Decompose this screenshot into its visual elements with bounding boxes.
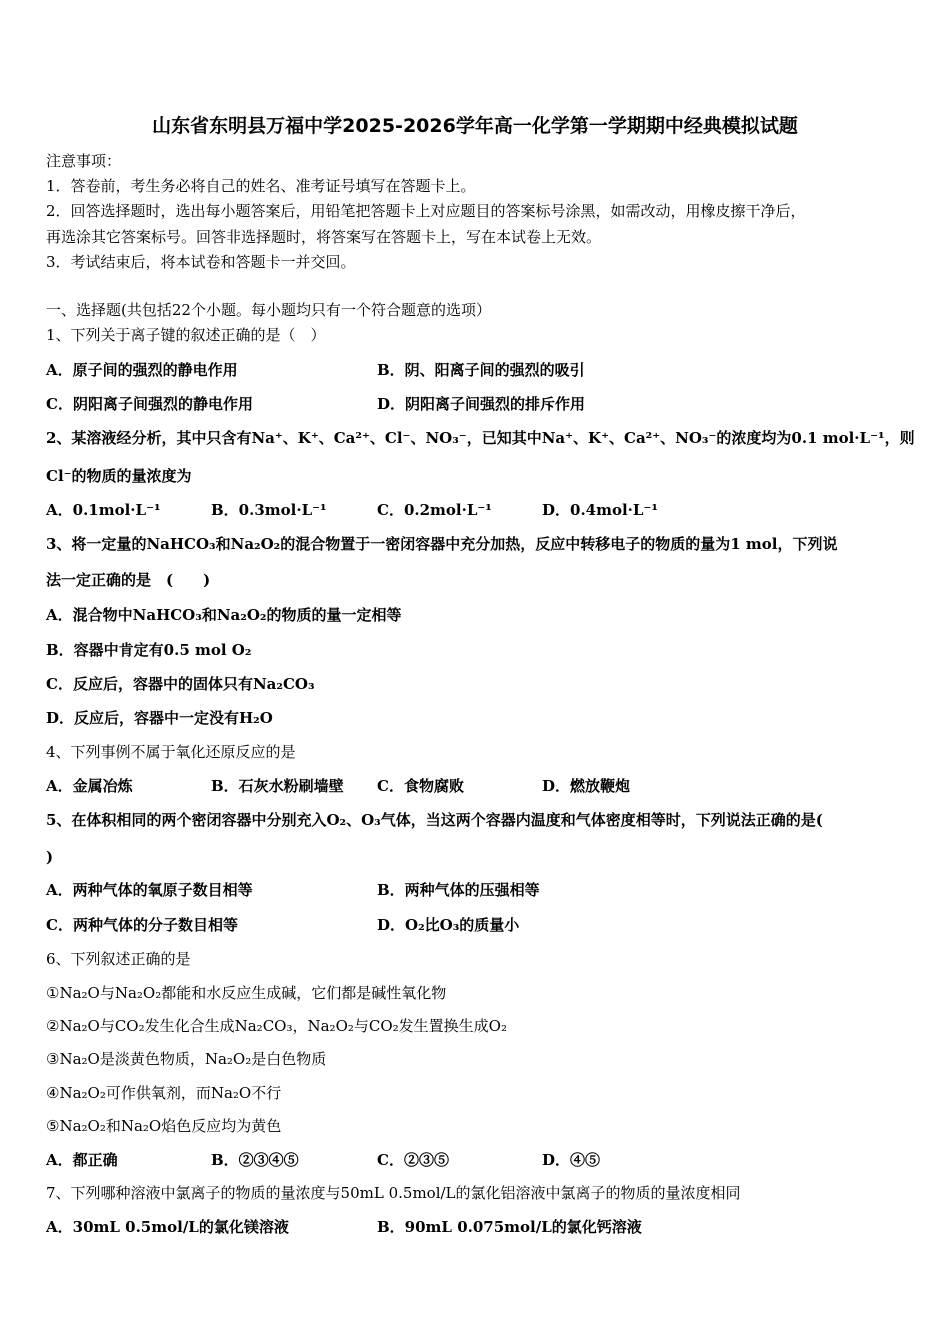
option: D．反应后，容器中一定没有H₂O — [46, 709, 273, 727]
question-stem: 4、下列事例不属于氧化还原反应的是 — [46, 743, 296, 761]
notice-item: 再选涂其它答案标号。回答非选择题时，将答案写在答题卡上，写在本试卷上无效。 — [46, 228, 602, 246]
page-title: 山东省东明县万福中学2025-2026学年高一化学第一学期期中经典模拟试题 — [152, 115, 798, 137]
notice-item: 3．考试结束后，将本试卷和答题卡一并交回。 — [46, 253, 356, 271]
option: D．④⑤ — [542, 1151, 601, 1169]
option: C．0.2mol·L⁻¹ — [377, 501, 492, 519]
option: D．0.4mol·L⁻¹ — [542, 501, 658, 519]
option: A．都正确 — [46, 1151, 118, 1169]
option: B．阴、阳离子间的强烈的吸引 — [377, 361, 585, 379]
option: B．容器中肯定有0.5 mol O₂ — [46, 641, 252, 659]
notice-item: 2．回答选择题时，选出每小题答案后，用铅笔把答题卡上对应题目的答案标号涂黑，如需改动，用橡皮擦干净后， — [46, 202, 806, 220]
question-stem: 7、下列哪种溶液中氯离子的物质的量浓度与50mL 0.5mol/L的氯化铝溶液中氯离子的物质的量浓度相同 — [46, 1184, 741, 1202]
option: A．两种气体的氧原子数目相等 — [46, 881, 253, 899]
option: B．90mL 0.075mol/L的氯化钙溶液 — [377, 1218, 642, 1236]
option: C．两种气体的分子数目相等 — [46, 916, 238, 934]
option: A．混合物中NaHCO₃和Na₂O₂的物质的量一定相等 — [46, 606, 402, 624]
option: B．石灰水粉刷墙壁 — [211, 777, 344, 795]
question-stem: Cl⁻的物质的量浓度为 — [46, 467, 192, 485]
option: D．阴阳离子间强烈的排斥作用 — [377, 395, 586, 413]
statement: ②Na₂O与CO₂发生化合生成Na₂CO₃，Na₂O₂与CO₂发生置换生成O₂ — [46, 1017, 507, 1035]
notice-heading: 注意事项： — [46, 152, 122, 170]
option: A．原子间的强烈的静电作用 — [46, 361, 238, 379]
statement: ③Na₂O是淡黄色物质，Na₂O₂是白色物质 — [46, 1050, 327, 1068]
option: C．阴阳离子间强烈的静电作用 — [46, 395, 253, 413]
statement: ④Na₂O₂可作供氧剂，而Na₂O不行 — [46, 1084, 282, 1102]
question-stem: 5、在体积相同的两个密闭容器中分别充入O₂、O₃气体，当这两个容器内温度和气体密度相等时，下列说法正确的是( — [46, 811, 823, 829]
question-stem: 法一定正确的是 ( ) — [46, 571, 211, 589]
section-heading: 一、选择题(共包括22个小题。每小题均只有一个符合题意的选项） — [46, 301, 491, 319]
question-stem: ) — [46, 848, 54, 866]
question-stem: 1、下列关于离子键的叙述正确的是（ ） — [46, 326, 326, 344]
option: B．②③④⑤ — [211, 1151, 299, 1169]
option: A．金属冶炼 — [46, 777, 133, 795]
option: A．0.1mol·L⁻¹ — [46, 501, 161, 519]
option: B．0.3mol·L⁻¹ — [211, 501, 327, 519]
notice-item: 1．答卷前，考生务必将自己的姓名、准考证号填写在答题卡上。 — [46, 177, 476, 195]
question-stem: 3、将一定量的NaHCO₃和Na₂O₂的混合物置于一密闭容器中充分加热，反应中转移电子的物质的量为1 mol，下列说 — [46, 535, 838, 553]
option: C．②③⑤ — [377, 1151, 449, 1169]
option: D．O₂比O₃的质量小 — [377, 916, 520, 934]
statement: ①Na₂O与Na₂O₂都能和水反应生成碱，它们都是碱性氧化物 — [46, 984, 447, 1002]
option: D．燃放鞭炮 — [542, 777, 631, 795]
question-stem: 2、某溶液经分析，其中只含有Na⁺、K⁺、Ca²⁺、Cl⁻、NO₃⁻，已知其中Na⁺、K⁺、Ca²⁺、NO₃⁻的浓度均为0.1 mol·L⁻¹，则 — [46, 429, 915, 447]
option: B．两种气体的压强相等 — [377, 881, 540, 899]
option: C．食物腐败 — [377, 777, 464, 795]
option: A．30mL 0.5mol/L的氯化镁溶液 — [46, 1218, 289, 1236]
option: C．反应后，容器中的固体只有Na₂CO₃ — [46, 675, 315, 693]
statement: ⑤Na₂O₂和Na₂O焰色反应均为黄色 — [46, 1117, 282, 1135]
question-stem: 6、下列叙述正确的是 — [46, 950, 191, 968]
